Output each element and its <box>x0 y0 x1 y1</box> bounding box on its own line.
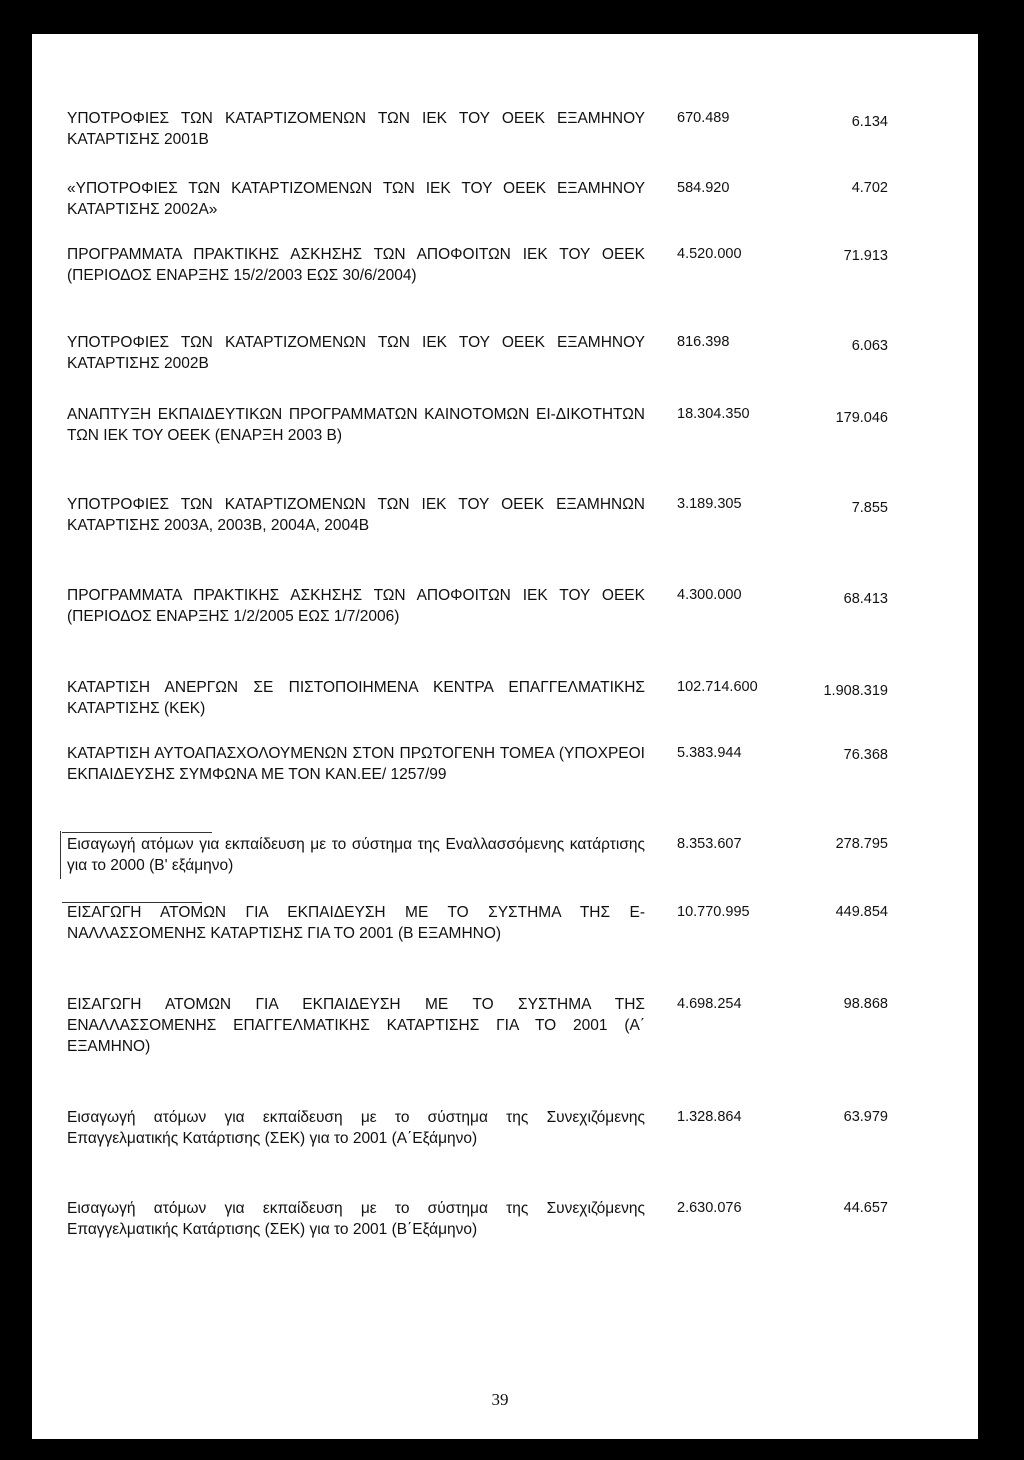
row-count: 7.855 <box>851 500 888 516</box>
row-amount: 4.300.000 <box>677 587 742 603</box>
row-count: 1.908.319 <box>823 683 888 699</box>
row-description: Εισαγωγή ατόμων για εκπαίδευση με το σύστημα της Συνεχιζόμενης Επαγγελματικής Κατάρτισης (ΣΕΚ) για το 2001 (Α΄Εξάμηνο) <box>67 1109 645 1147</box>
row-description: Εισαγωγή ατόμων για εκπαίδευση με το σύστημα της Συνεχιζόμενης Επαγγελματικής Κατάρτισης (ΣΕΚ) για το 2001 (Β΄Εξάμηνο) <box>67 1200 645 1238</box>
row-count: 4.702 <box>851 180 888 196</box>
row-description: ΕΙΣΑΓΩΓΗ ΑΤΟΜΩΝ ΓΙΑ ΕΚΠΑΙΔΕΥΣΗ ΜΕ ΤΟ ΣΥΣΤΗΜΑ ΤΗΣ Ε-ΝΑΛΛΑΣΣΟΜΕΝΗΣ ΚΑΤΑΡΤΙΣΗΣ ΓΙΑ ΤΟ 2001 (Β ΕΞΑΜΗΝΟ) <box>67 904 645 942</box>
document-page <box>32 34 978 1439</box>
row-count: 44.657 <box>843 1200 888 1216</box>
row-count: 179.046 <box>835 410 888 426</box>
row-amount: 2.630.076 <box>677 1200 742 1216</box>
row-amount: 8.353.607 <box>677 836 742 852</box>
row-description: ΑΝΑΠΤΥΞΗ ΕΚΠΑΙΔΕΥΤΙΚΩΝ ΠΡΟΓΡΑΜΜΑΤΩΝ ΚΑΙΝΟΤΟΜΩΝ ΕΙ-ΔΙΚΟΤΗΤΩΝ ΤΩΝ ΙΕΚ ΤΟΥ ΟΕΕΚ (ΕΝΑΡΞΗ 2003 Β) <box>67 406 645 444</box>
row-count: 68.413 <box>843 591 888 607</box>
row-amount: 10.770.995 <box>677 904 750 920</box>
row-amount: 18.304.350 <box>677 406 750 422</box>
row-amount: 4.698.254 <box>677 996 742 1012</box>
row-description: ΠΡΟΓΡΑΜΜΑΤΑ ΠΡΑΚΤΙΚΗΣ ΑΣΚΗΣΗΣ ΤΩΝ ΑΠΟΦΟΙΤΩΝ ΙΕΚ ΤΟΥ ΟΕΕΚ (ΠΕΡΙΟΔΟΣ ΕΝΑΡΞΗΣ 1/2/2005 ΕΩΣ 1/7/2006) <box>67 587 645 625</box>
row-count: 6.063 <box>851 338 888 354</box>
row-description: ΚΑΤΑΡΤΙΣΗ ΑΝΕΡΓΩΝ ΣΕ ΠΙΣΤΟΠΟΙΗΜΕΝΑ ΚΕΝΤΡΑ ΕΠΑΓΓΕΛΜΑΤΙΚΗΣ ΚΑΤΑΡΤΙΣΗΣ (ΚΕΚ) <box>67 679 645 717</box>
row-count: 63.979 <box>843 1109 888 1125</box>
row-description: ΥΠΟΤΡΟΦΙΕΣ ΤΩΝ ΚΑΤΑΡΤΙΖΟΜΕΝΩΝ ΤΩΝ ΙΕΚ ΤΟΥ ΟΕΕΚ ΕΞΑΜΗΝΟΥ ΚΑΤΑΡΤΙΣΗΣ 2002Β <box>67 334 645 372</box>
row-count: 76.368 <box>843 747 888 763</box>
scan-overline-mark <box>62 832 212 833</box>
row-description: Εισαγωγή ατόμων για εκπαίδευση με το σύστημα της Εναλλασσόμενης κατάρτισης για το 2000 (Β' εξάμηνο) <box>67 836 645 874</box>
row-description: ΚΑΤΑΡΤΙΣΗ ΑΥΤΟΑΠΑΣΧΟΛΟΥΜΕΝΩΝ ΣΤΟΝ ΠΡΩΤΟΓΕΝΗ ΤΟΜΕΑ (ΥΠΟΧΡΕΟΙ ΕΚΠΑΙΔΕΥΣΗΣ ΣΥΜΦΩΝΑ ΜΕ ΤΟΝ ΚΑΝ.ΕΕ/ 1257/99 <box>67 745 645 783</box>
row-count: 449.854 <box>835 904 888 920</box>
row-amount: 102.714.600 <box>677 679 758 695</box>
scan-bracket-mark <box>60 831 61 879</box>
row-amount: 3.189.305 <box>677 496 742 512</box>
page-number: 39 <box>491 1390 509 1409</box>
row-description: ΕΙΣΑΓΩΓΗ ΑΤΟΜΩΝ ΓΙΑ ΕΚΠΑΙΔΕΥΣΗ ΜΕ ΤΟ ΣΥΣΤΗΜΑ ΤΗΣ ΕΝΑΛΛΑΣΣΟΜΕΝΗΣ ΕΠΑΓΓΕΛΜΑΤΙΚΗΣ ΚΑΤΑΡΤΙΣΗΣ ΓΙΑ ΤΟ 2001 (Α΄ ΕΞΑΜΗΝΟ) <box>67 996 645 1055</box>
row-amount: 816.398 <box>677 334 730 350</box>
row-description: «ΥΠΟΤΡΟΦΙΕΣ ΤΩΝ ΚΑΤΑΡΤΙΖΟΜΕΝΩΝ ΤΩΝ ΙΕΚ ΤΟΥ ΟΕΕΚ ΕΞΑΜΗΝΟΥ ΚΑΤΑΡΤΙΣΗΣ 2002Α» <box>67 180 645 218</box>
row-count: 71.913 <box>843 248 888 264</box>
row-description: ΠΡΟΓΡΑΜΜΑΤΑ ΠΡΑΚΤΙΚΗΣ ΑΣΚΗΣΗΣ ΤΩΝ ΑΠΟΦΟΙΤΩΝ ΙΕΚ ΤΟΥ ΟΕΕΚ (ΠΕΡΙΟΔΟΣ ΕΝΑΡΞΗΣ 15/2/2003 ΕΩΣ 30/6/2004) <box>67 246 645 284</box>
row-description: ΥΠΟΤΡΟΦΙΕΣ ΤΩΝ ΚΑΤΑΡΤΙΖΟΜΕΝΩΝ ΤΩΝ ΙΕΚ ΤΟΥ ΟΕΕΚ ΕΞΑΜΗΝΩΝ ΚΑΤΑΡΤΙΣΗΣ 2003Α, 2003Β, 2004Α, 2004Β <box>67 496 645 534</box>
row-amount: 670.489 <box>677 110 730 126</box>
row-count: 98.868 <box>843 996 888 1012</box>
row-description: ΥΠΟΤΡΟΦΙΕΣ ΤΩΝ ΚΑΤΑΡΤΙΖΟΜΕΝΩΝ ΤΩΝ ΙΕΚ ΤΟΥ ΟΕΕΚ ΕΞΑΜΗΝΟΥ ΚΑΤΑΡΤΙΣΗΣ 2001Β <box>67 110 645 148</box>
row-amount: 5.383.944 <box>677 745 742 761</box>
row-count: 278.795 <box>835 836 888 852</box>
row-amount: 4.520.000 <box>677 246 742 262</box>
row-amount: 584.920 <box>677 180 730 196</box>
row-count: 6.134 <box>851 114 888 130</box>
row-amount: 1.328.864 <box>677 1109 742 1125</box>
